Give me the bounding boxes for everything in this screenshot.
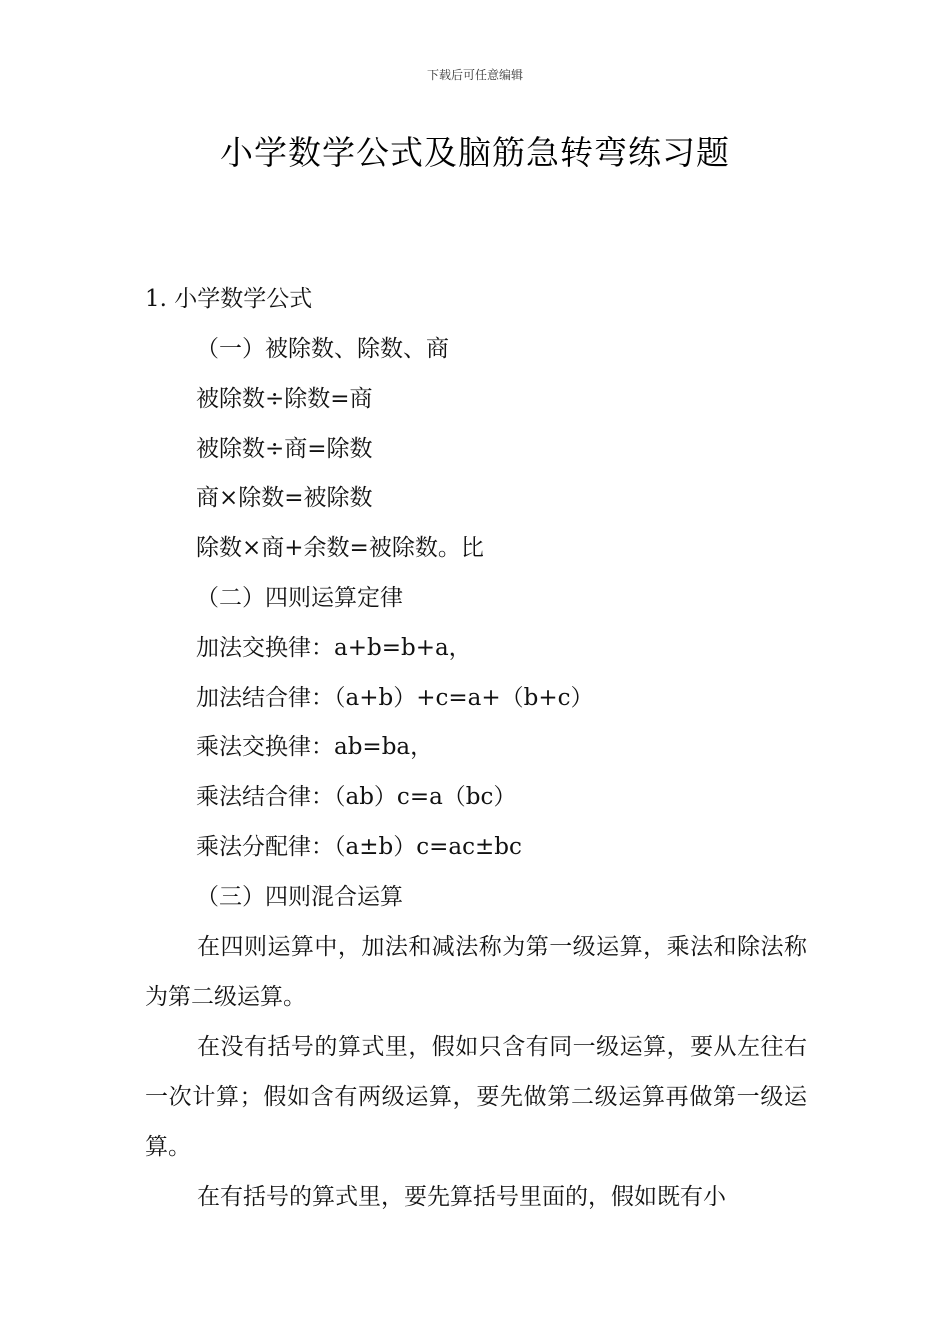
law-line: 加法交换律：a+b=b+a， [196,635,472,661]
paragraph: 在有括号的算式里，要先算括号里面的，假如既有小 [197,1184,726,1210]
formula-line: 商×除数=被除数 [196,485,373,511]
subsection-heading-1: （一）被除数、除数、商 [196,336,449,362]
law-line: 乘法交换律：ab=ba， [196,734,434,760]
formula-line: 除数×商+余数=被除数。比 [196,535,484,561]
formula-line: 被除数÷除数=商 [196,386,373,412]
section-heading: 1. 小学数学公式 [145,286,313,312]
law-line: 乘法结合律：（ab）c=a（bc） [196,784,517,810]
paragraph: 在四则运算中，加法和减法称为第一级运算，乘法和除法称为第二级运算。 [145,934,807,1010]
header-note: 下载后可任意编辑 [426,68,523,82]
paragraph: 在没有括号的算式里，假如只含有同一级运算，要从左往右一次计算；假如含有两级运算，要先做第二级运算再做第一级运算。 [145,1034,807,1160]
subsection-heading-3: （三）四则混合运算 [196,884,403,910]
law-line: 乘法分配律：（a±b）c=ac±bc [196,834,522,860]
page-title: 小学数学公式及脑筋急转弯练习题 [220,133,730,172]
law-line: 加法结合律：（a+b）+c=a+（b+c） [196,685,594,711]
formula-line: 被除数÷商=除数 [196,436,373,462]
subsection-heading-2: （二）四则运算定律 [196,585,403,611]
